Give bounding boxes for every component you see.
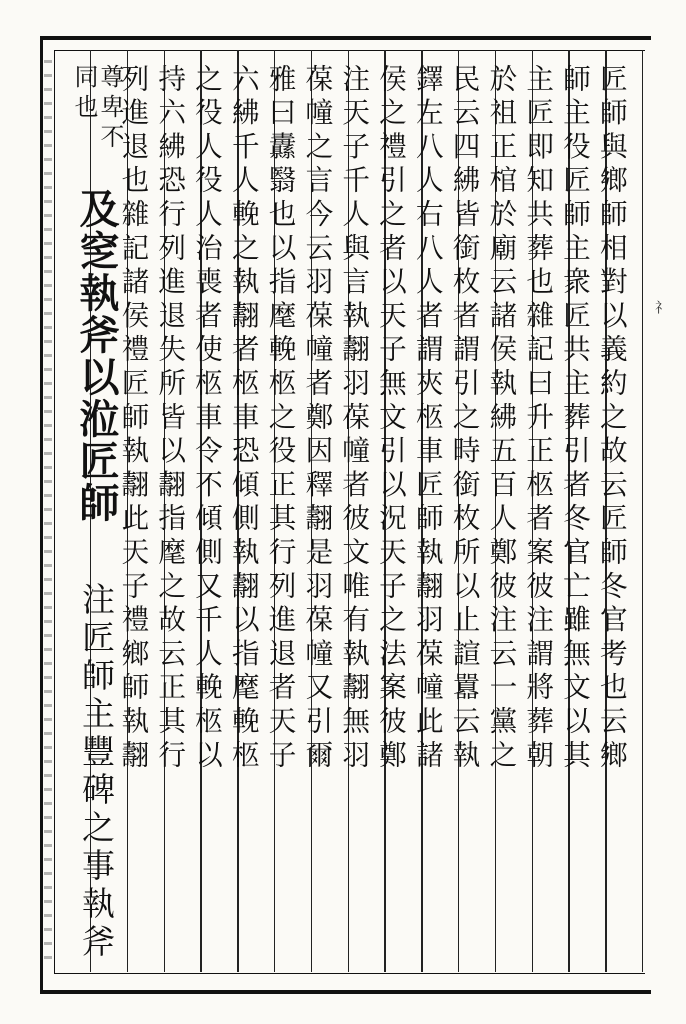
text-column: 葆幢之言今云羽葆幢者鄭因釋翿是羽葆幢又引爾: [300, 64, 334, 774]
text-column: 列進退也雜記諸侯禮匠師執翿此天子禮鄉師執翿: [116, 64, 150, 774]
text-column: 注天子千人與言執翿羽葆幢者彼文唯有執翿無羽: [337, 64, 371, 774]
text-column: 鐸左八人右八人者謂夾柩車匠師執翿羽葆幢此諸: [410, 64, 444, 774]
text-column-note-top-b: 同也: [70, 64, 98, 124]
text-column: 師主役匠師主衆匠共主葬引者冬官亡雖無文以其: [557, 64, 591, 774]
text-column: 之役人役人治喪者使柩車令不傾側又千人輓柩以: [189, 64, 223, 774]
text-column: 主匠即知共葬也雜記曰升正柩者案彼注謂將葬朝: [521, 64, 555, 774]
text-column: 於祖正棺於廟云諸侯執紼五百人鄭彼注云一黨之: [484, 64, 518, 774]
text-column-note-top: 尊卑不: [96, 64, 124, 154]
text-column: 六紼千人輓之執翿者柩車恐傾側執翿以指麾輓柩: [226, 64, 260, 774]
text-column: 侯之禮引之者以天子無文引以況天子之法案彼鄭: [373, 64, 407, 774]
text-column: 雅曰纛翳也以指麾輓柩之役正其行列進退者天子: [263, 64, 297, 774]
text-column: 民云四紼皆銜枚者謂引之時銜枚所以止諠囂云執: [447, 64, 481, 774]
text-column: 匠師與鄉師相對以義約之故云匠師冬官考也云鄉: [594, 64, 628, 774]
text-column: 持六紼恐行列進退失所皆以翿指麾之故云正其行: [153, 64, 187, 774]
text-column-note-tail: 注匠師主豐碑之事執斧: [77, 582, 116, 962]
page-edge-label: 礻: [653, 300, 669, 314]
main-text-column: 及窆執斧以涖匠師: [73, 188, 120, 524]
column-rule: [642, 50, 643, 972]
